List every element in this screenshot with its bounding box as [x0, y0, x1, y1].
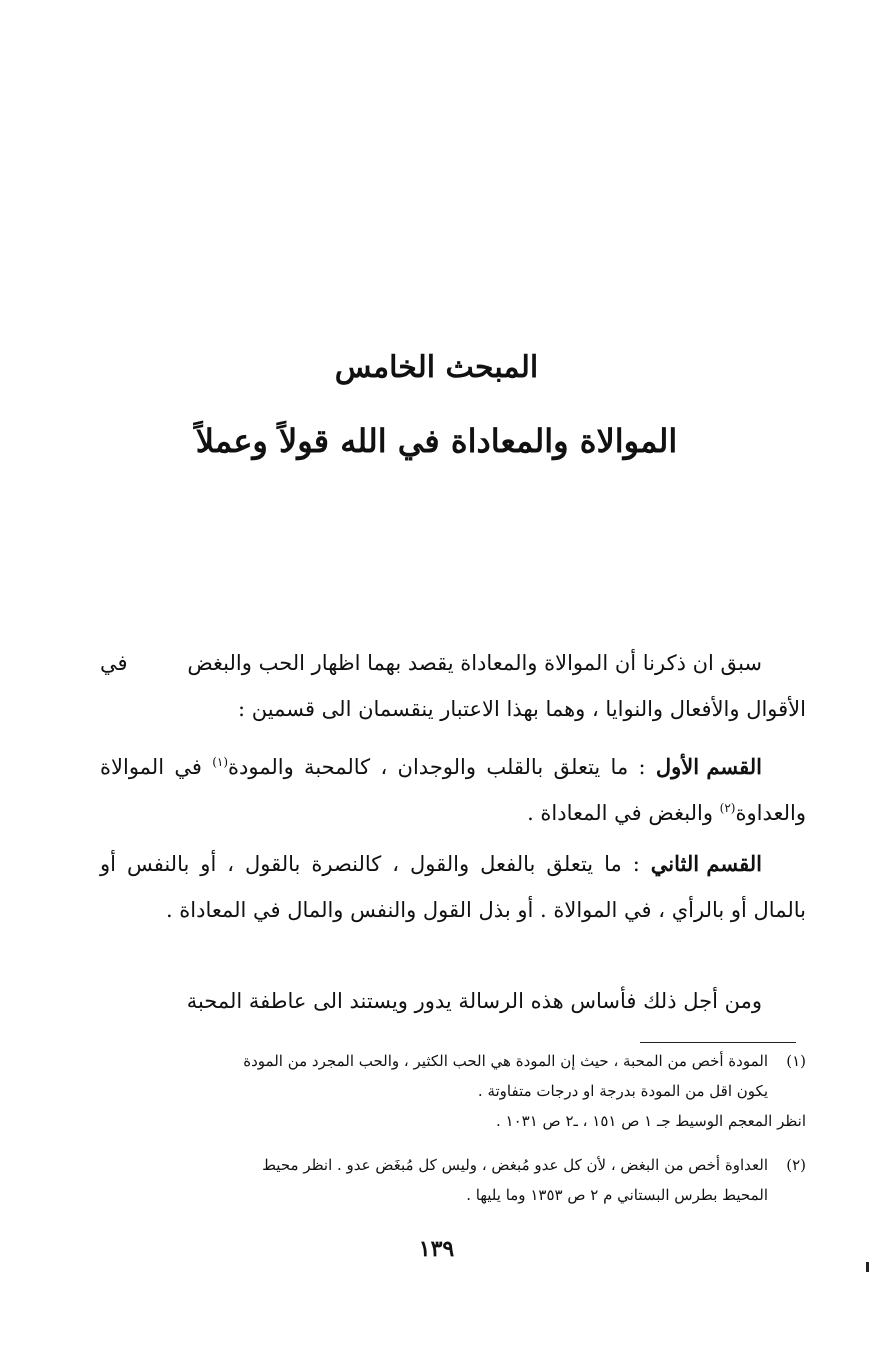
second-section-paragraph [100, 841, 806, 933]
second-section-label: القسم الثاني [650, 851, 762, 876]
footnote-divider [640, 1042, 796, 1043]
footnote-1-number: (١) [786, 1052, 806, 1070]
intro-line-2: في الأقوال والأفعال والنوايا ، وهما بهذا الاعتبار ينقسمان الى قسمين : [100, 651, 806, 721]
first-section-text-c: والبغض في المعاداة . [527, 801, 720, 825]
footnote-2-line-2: المحيط بطرس البستاني م ٢ ص ١٣٥٣ وما يليها . [466, 1186, 768, 1204]
footnote-ref-1: (١) [212, 755, 229, 769]
page-number: ١٣٩ [418, 1236, 455, 1262]
scan-edge-mark [866, 1262, 869, 1272]
footnote-1-line-3: انظر المعجم الوسيط جـ ١ ص ١٥١ ، ـ٢ ص ١٠٣١ . [496, 1112, 806, 1130]
footnote-2 [100, 1150, 806, 1210]
footnote-1-line-1: المودة أخص من المحبة ، حيث إن المودة هي الحب الكثير ، والحب المجرد من المودة [243, 1052, 768, 1070]
first-section-paragraph [100, 744, 806, 836]
footnote-ref-2: (٢) [719, 801, 736, 815]
footnote-2-line-1: العداوة أخص من البغض ، لأن كل عدو مُبغض ، وليس كل مُبغَض عدو . انظر محيط [262, 1156, 768, 1174]
chapter-title: الموالاة والمعاداة في الله قولاً وعملاً [195, 422, 678, 460]
second-section-text: : ما يتعلق بالفعل والقول ، كالنصرة بالقول ، أو بالنفس أو بالمال أو بالرأي ، في الموالاة . أو بذل القول والنفس والمال في المعاداة . [100, 852, 806, 922]
first-section-text-b: في الموالاة والعداوة [100, 755, 806, 825]
intro-paragraph [100, 640, 806, 732]
intro-line-1: سبق ان ذكرنا أن الموالاة والمعاداة يقصد بهما اظهار الحب والبغض [187, 651, 762, 675]
footnote-1 [100, 1046, 806, 1136]
closing-text: ومن أجل ذلك فأساس هذه الرسالة يدور ويستند الى عاطفة المحبة [186, 989, 762, 1013]
footnote-1-line-2: يكون اقل من المودة بدرجة او درجات متفاوتة . [477, 1082, 768, 1100]
first-section-text-a: : ما يتعلق بالقلب والوجدان ، كالمحبة والمودة [228, 755, 656, 779]
section-heading: المبحث الخامس [334, 350, 539, 385]
closing-paragraph [100, 978, 806, 1024]
first-section-label: القسم الأول [655, 754, 762, 779]
footnote-2-number: (٢) [786, 1156, 806, 1174]
